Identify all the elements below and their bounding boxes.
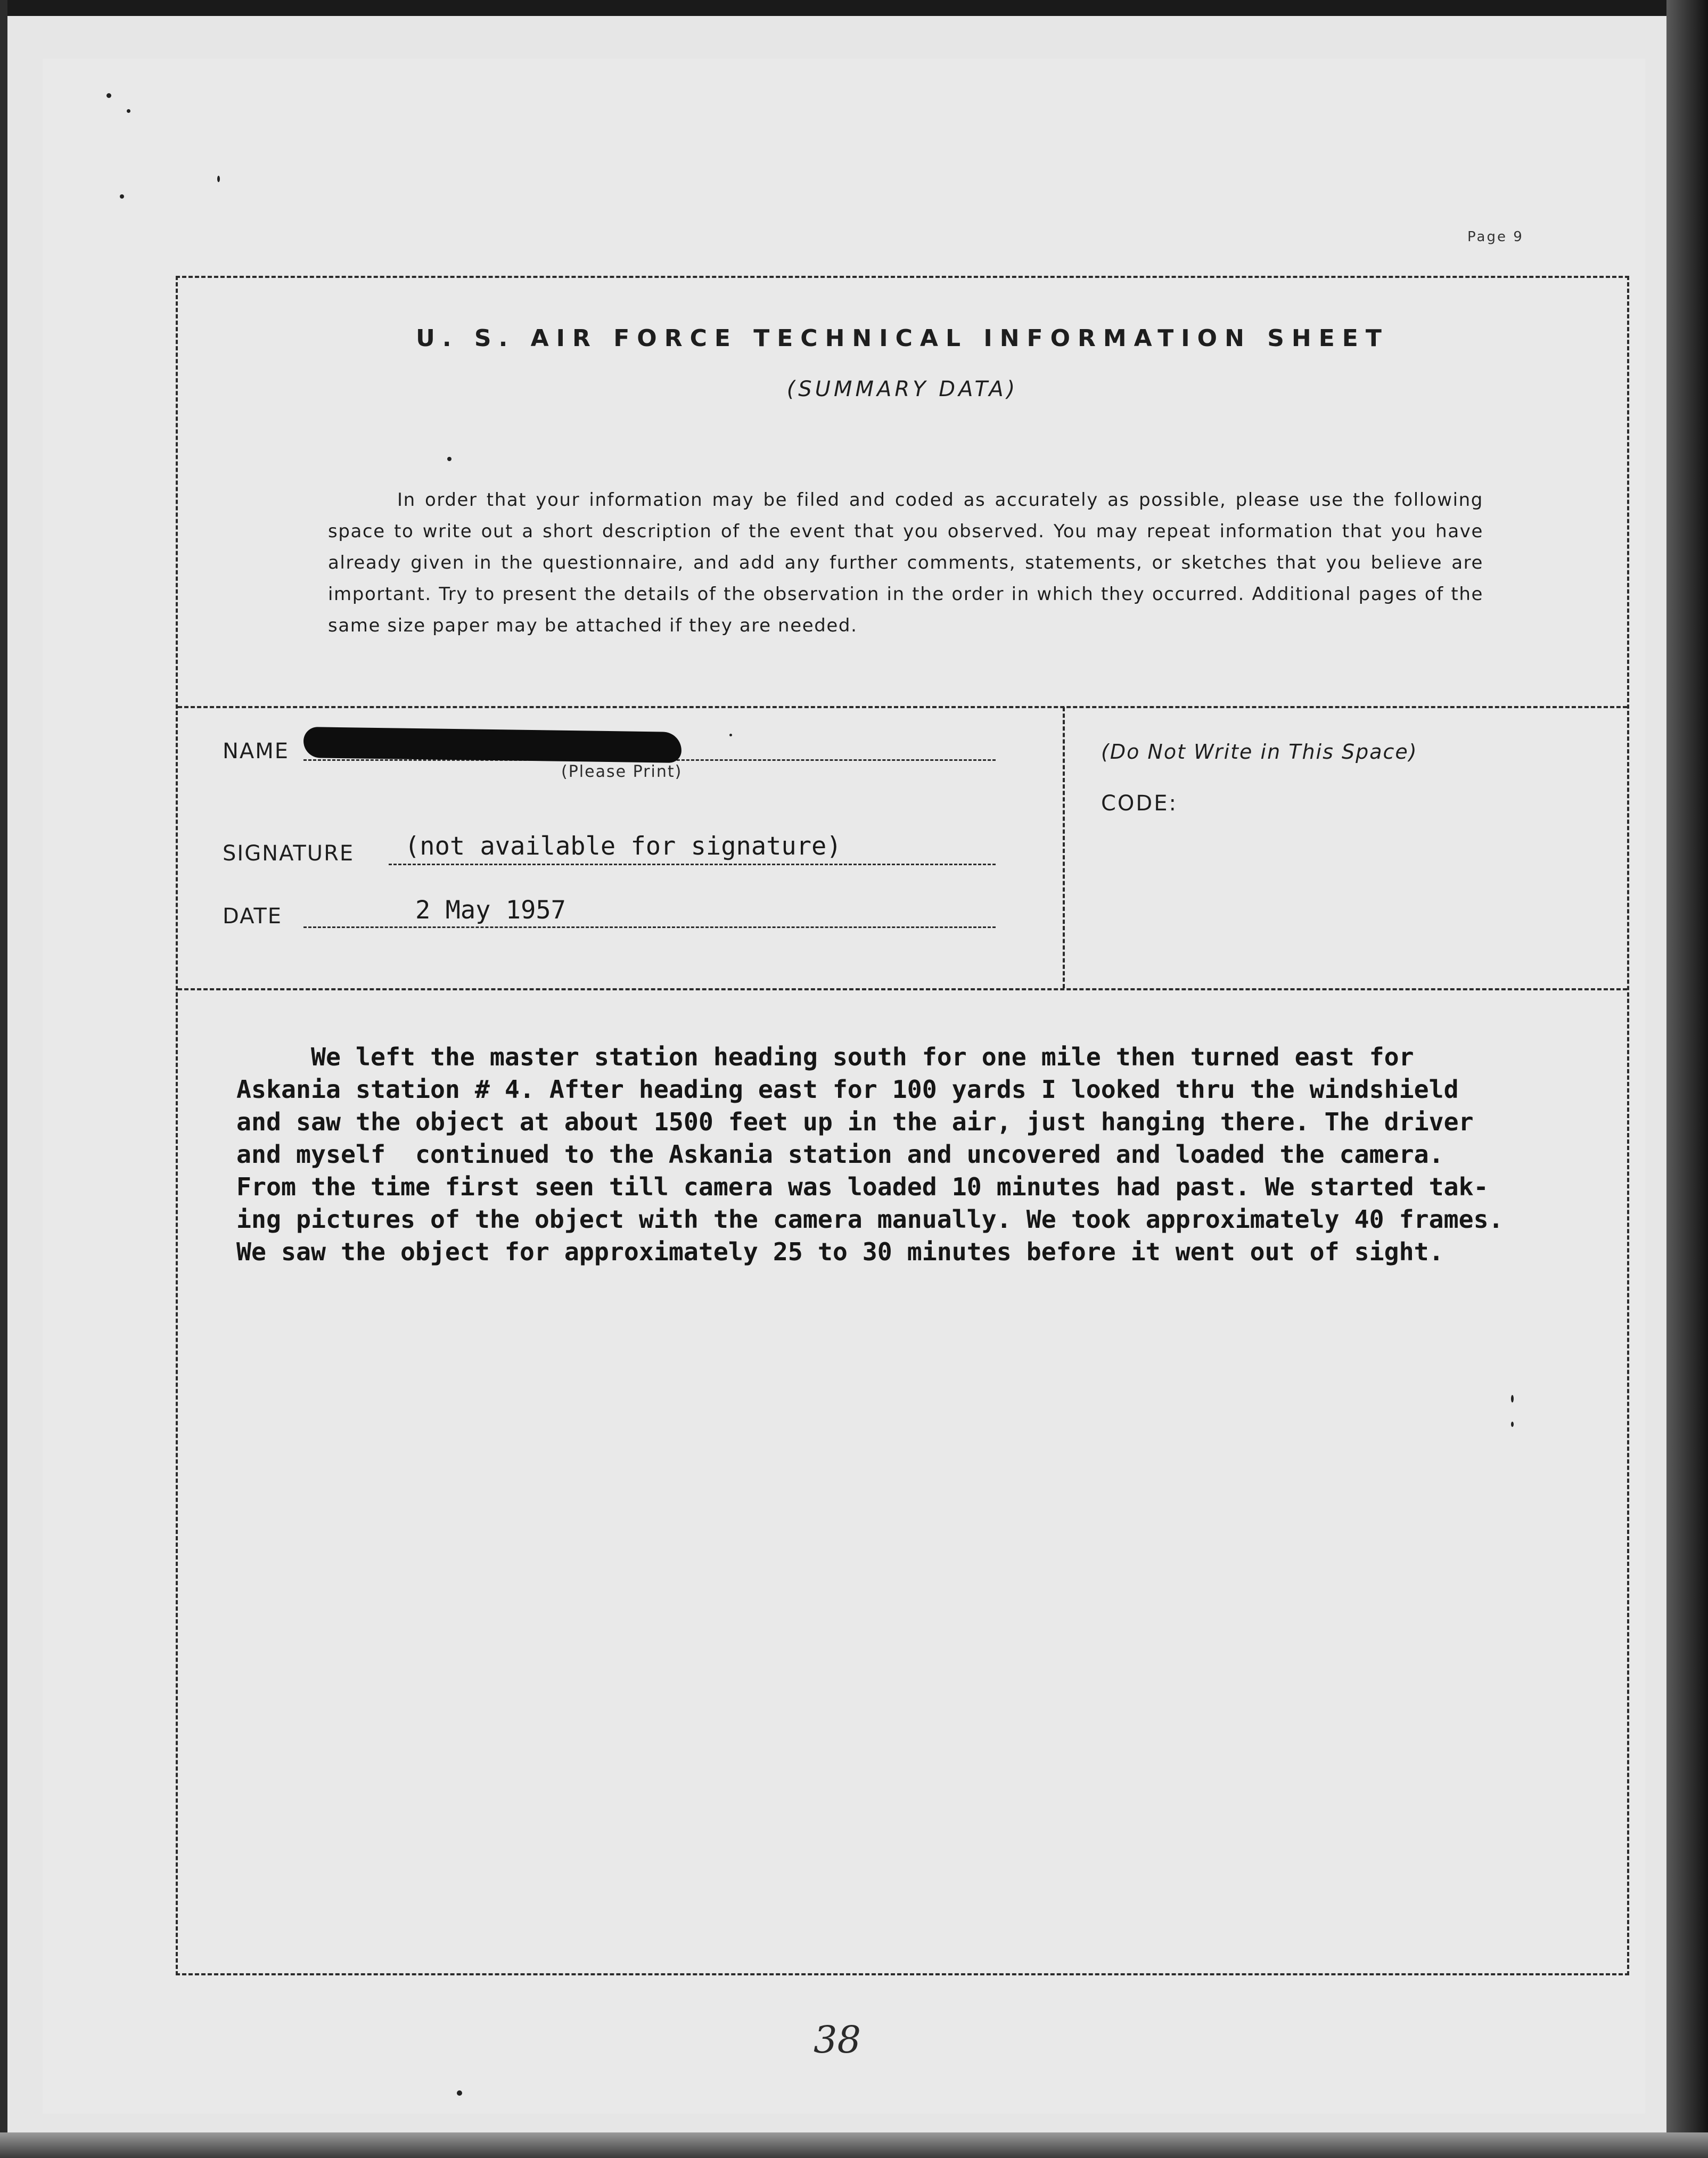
signature-value: (not available for signature) (405, 832, 842, 861)
handwritten-page-number: 38 (814, 2018, 861, 2062)
narrative-text (236, 1008, 1621, 1268)
narrative-line: We saw the object for approximately 25 to 30 minutes before it went out of sight. (236, 1237, 1444, 1266)
scan-border-top (0, 0, 1708, 16)
narrative-line: We left the master station heading south for one mile then turned east for (236, 1043, 1414, 1071)
narrative-line: From the time first seen till camera was loaded 10 minutes had past. We started tak- (236, 1172, 1489, 1201)
name-label: NAME (223, 739, 290, 764)
scan-speck (127, 109, 130, 113)
narrative-line: ing pictures of the object with the camera manually. We took approximately 40 frames. (236, 1205, 1504, 1234)
code-label: CODE: (1101, 791, 1178, 816)
form-subtitle: (SUMMARY DATA) (786, 377, 1019, 401)
office-use-note: (Do Not Write in This Space) (1101, 740, 1418, 764)
form-divider (178, 988, 1627, 990)
form-instructions: In order that your information may be filed and coded as accurately as possible, please use the following space to write out a short description of the event that you observed. You may repeat information that you have already given in the questionnaire, and add any further comments, statements, or sketches that you believe are important. Try to present the details of the observation in the order in which they occurred. Additional pages of the same size paper may be attached if they are needed. (328, 489, 1483, 636)
scan-border-right (1666, 0, 1708, 2158)
signature-field-line (389, 864, 996, 865)
narrative-line: and saw the object at about 1500 feet up in the air, just hanging there. The driver (236, 1107, 1474, 1136)
narrative-line: Askania station # 4. After heading east for 100 yards I looked thru the windshield (236, 1075, 1459, 1104)
signature-label: SIGNATURE (223, 841, 355, 866)
date-value: 2 May 1957 (415, 896, 566, 925)
date-label: DATE (223, 904, 283, 929)
scan-speck (457, 2090, 462, 2096)
scan-border-left (0, 0, 7, 2158)
scan-speck (106, 93, 111, 98)
scan-speck (217, 176, 220, 182)
redacted-name (303, 727, 682, 763)
scan-border-bottom (0, 2132, 1708, 2158)
narrative-line: and myself continued to the Askania station and uncovered and loaded the camera. (236, 1140, 1444, 1169)
form-divider (178, 706, 1627, 708)
form-title: U. S. AIR FORCE TECHNICAL INFORMATION SHEET (416, 325, 1389, 352)
scan-speck (120, 194, 124, 199)
form-column-divider (1063, 707, 1065, 988)
page-number: Page 9 (1467, 229, 1524, 245)
date-field-line (303, 926, 996, 928)
please-print-note: (Please Print) (561, 762, 683, 781)
